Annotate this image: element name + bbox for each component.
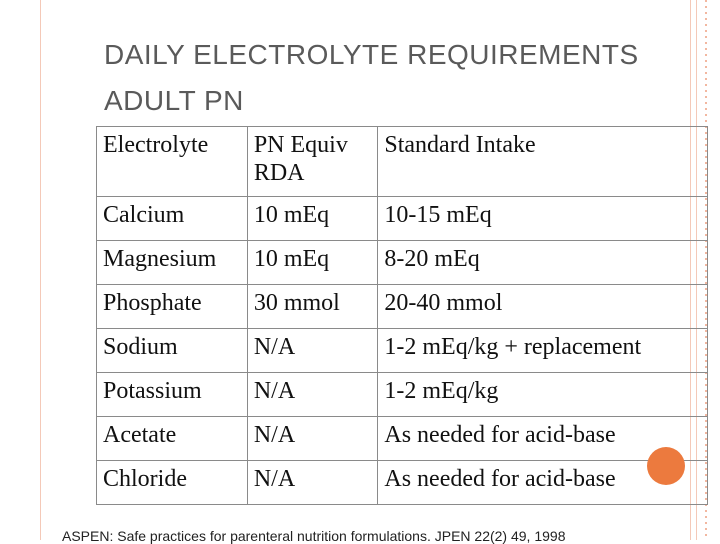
table-cell: Calcium [97, 197, 248, 241]
table-cell: As needed for acid-base [378, 417, 708, 461]
table-cell: As needed for acid-base [378, 461, 708, 505]
table-cell: Sodium [97, 329, 248, 373]
table-row [97, 329, 708, 373]
table-row [97, 461, 708, 505]
citation-footnote: ASPEN: Safe practices for parenteral nutrition formulations. JPEN 22(2) 49, 1998 [62, 528, 566, 544]
table-cell: 10-15 mEq [378, 197, 708, 241]
table-cell: N/A [247, 417, 378, 461]
table-row [97, 197, 708, 241]
table-cell: Phosphate [97, 285, 248, 329]
table-cell: Acetate [97, 417, 248, 461]
slide-title: DAILY ELECTROLYTE REQUIREMENTS ADULT PN [104, 39, 639, 116]
table-cell: 10 mEq [247, 241, 378, 285]
table-cell: 1-2 mEq/kg + replacement [378, 329, 708, 373]
header-electrolyte: Electrolyte [97, 127, 248, 197]
accent-circle-decoration [647, 447, 685, 485]
table-cell: N/A [247, 373, 378, 417]
table-cell: N/A [247, 329, 378, 373]
table-row [97, 285, 708, 329]
table-row [97, 241, 708, 285]
table-row [97, 417, 708, 461]
table-cell: Potassium [97, 373, 248, 417]
table-cell: 1-2 mEq/kg [378, 373, 708, 417]
table-cell: Chloride [97, 461, 248, 505]
header-pn-equiv-rda: PN Equiv RDA [247, 127, 378, 197]
table-header-row [97, 127, 708, 197]
table-cell: 10 mEq [247, 197, 378, 241]
electrolyte-table [96, 126, 708, 505]
table-cell: 20-40 mmol [378, 285, 708, 329]
table-row [97, 373, 708, 417]
table-cell: N/A [247, 461, 378, 505]
decorative-border-left [40, 0, 41, 540]
header-standard-intake: Standard Intake [378, 127, 708, 197]
table-cell: 30 mmol [247, 285, 378, 329]
table-cell: 8-20 mEq [378, 241, 708, 285]
table-cell: Magnesium [97, 241, 248, 285]
